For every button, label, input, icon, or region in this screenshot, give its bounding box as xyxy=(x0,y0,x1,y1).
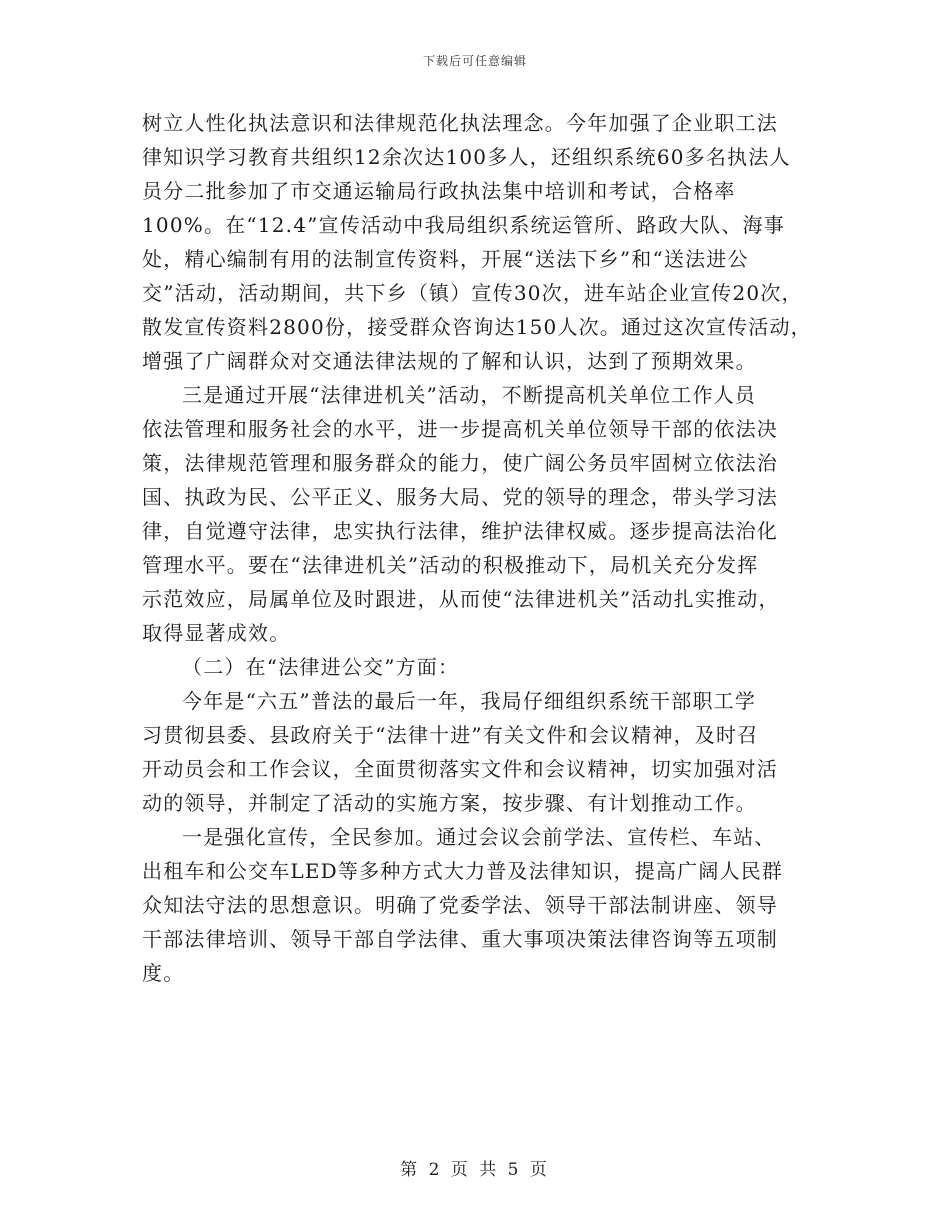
text-line: 增强了广阔群众对交通法律法规的了解和认识，达到了预期效果。 xyxy=(142,349,757,373)
text-line: 干部法律培训、领导干部自学法律、重大事项决策法律咨询等五项制 xyxy=(142,927,778,951)
text-line: 众知法守法的思想意识。明确了党委学法、领导干部法制讲座、领导 xyxy=(142,893,778,917)
paragraph-start-line: 今年是“六五”普法的最后一年，我局仔细组织系统干部职工学 xyxy=(182,689,757,713)
page-header: 下载后可任意编辑 xyxy=(422,54,527,68)
text-line: 动的领导，并制定了活动的实施方案，按步骤、有计划推动工作。 xyxy=(142,791,757,815)
text-line: 示范效应，局属单位及时跟进，从而使“法律进机关”活动扎实推动， xyxy=(142,587,780,611)
text-line: 取得显著成效。 xyxy=(142,621,291,645)
text-line: 处，精心编制有用的法制宣传资料，开展“送法下乡”和“送法进公 xyxy=(142,247,749,271)
text-line: 策，法律规范管理和服务群众的能力，使广阔公务员牢固树立依法治 xyxy=(142,451,778,475)
text-line: 依法管理和服务社会的水平，进一步提高机关单位领导干部的依法决 xyxy=(142,417,778,441)
text-line: 100%。在“12.4”宣传活动中我局组织系统运管所、路政大队、海事 xyxy=(142,213,785,237)
paragraph-start-line: 一是强化宣传，全民参加。通过会议会前学法、宣传栏、车站、 xyxy=(182,825,776,849)
paragraph-start-line: 三是通过开展“法律进机关”活动，不断提高机关单位工作人员 xyxy=(182,383,757,407)
section-heading: （二）在“法律进公交”方面： xyxy=(182,655,460,679)
text-line: 管理水平。要在“法律进机关”活动的积极推动下，局机关充分发挥 xyxy=(142,553,759,577)
text-line: 开动员会和工作会议，全面贯彻落实文件和会议精神，切实加强对活 xyxy=(142,757,778,781)
text-line: 度。 xyxy=(142,961,185,985)
text-line: 国、执政为民、公平正义、服务大局、党的领导的理念，带头学习法 xyxy=(142,485,778,509)
text-line: 出租车和公交车LED等多种方式大力普及法律知识，提高广阔人民群 xyxy=(142,859,784,883)
text-line: 员分二批参加了市交通运输局行政执法集中培训和考试，合格率 xyxy=(142,179,736,203)
page-number-footer: 第 2 页 共 5 页 xyxy=(400,1160,550,1180)
document-body xyxy=(142,106,832,990)
text-line: 交”活动，活动期间，共下乡（镇）宣传30次，进车站企业宣传20次， xyxy=(142,281,803,305)
text-line: 散发宣传资料2800份，接受群众咨询达150人次。通过这次宣传活动， xyxy=(142,315,812,339)
text-line: 习贯彻县委、县政府关于“法律十进”有关文件和会议精神，及时召 xyxy=(142,723,759,747)
text-line: 树立人性化执法意识和法律规范化执法理念。今年加强了企业职工法 xyxy=(142,111,778,135)
text-line: 律，自觉遵守法律，忠实执行法律，维护法律权威。逐步提高法治化 xyxy=(142,519,778,543)
text-line: 律知识学习教育共组织12余次达100多人，还组织系统60多名执法人 xyxy=(142,145,791,169)
